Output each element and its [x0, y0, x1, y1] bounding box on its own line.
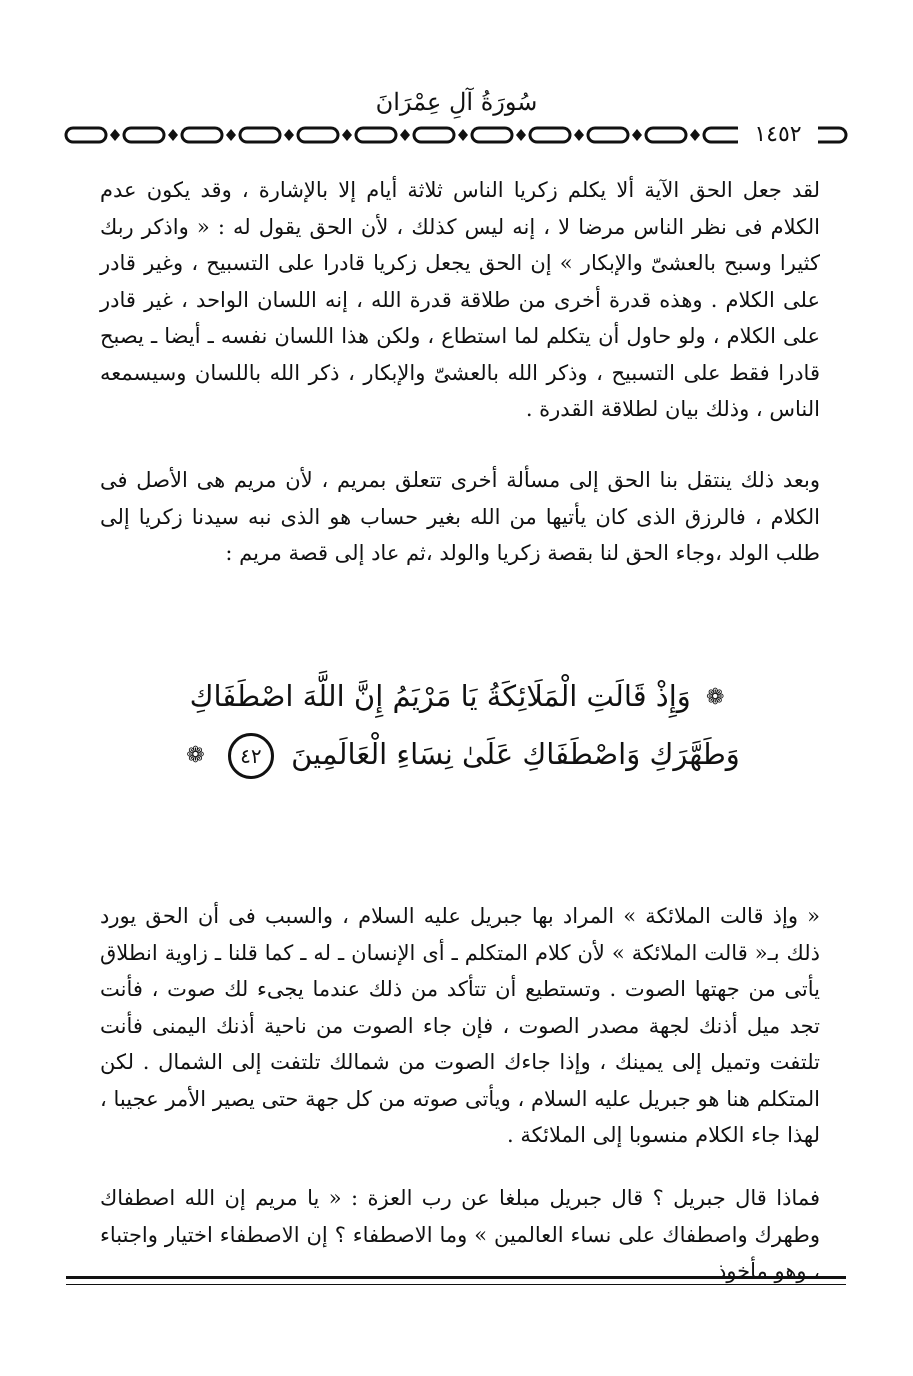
header-ornamental-rule [62, 124, 852, 146]
surah-title: سُورَةُ آلِ عِمْرَانَ [375, 88, 538, 116]
quran-verse-block [150, 668, 770, 784]
verse-line-2 [150, 726, 770, 784]
ayah-number-marker: ٤٢ [228, 733, 274, 779]
body-paragraph-1: لقد جعل الحق الآية ألا يكلم زكريا الناس ثلاثة أيام إلا بالإشارة ، وقد يكون عدم الكلام فى نظر الناس مرضا لا ، إنه ليس كذلك ، لأن الحق يقول له : « واذكر ربك كثيرا وسبح بالعشىّ والإبكار » إن الحق يجعل زكريا قادرا على التسبيح ، وغير قادر على الكلام . وهذه قدرة أخرى من طلاقة قدرة الله ، إنه اللسان الواحد ، غير قادر على الكلام ، ولو حاول أن يتكلم لما استطاع ، ولكن هذا اللسان نفسه ـ أيضا ـ يصبح قادرا فقط على التسبيح ، وذكر الله بالعشىّ والإبكار ، ذكر الله باللسان وسيسمعه الناس ، وذلك بيان لطلاقة القدرة . [100, 178, 820, 421]
page-number: ١٤٥٢ [738, 122, 818, 148]
verse-open-ornament-icon: ❁ [705, 685, 725, 710]
verse-text-1: وَإِذْ قَالَتِ الْمَلَائِكَةُ يَا مَرْيَمُ إِنَّ اللَّهَ اصْطَفَاكِ [189, 679, 691, 713]
verse-text-2: وَطَهَّرَكِ وَاصْطَفَاكِ عَلَىٰ نِسَاءِ الْعَالَمِينَ [291, 737, 740, 771]
body-paragraph-2: وبعد ذلك ينتقل بنا الحق إلى مسألة أخرى تتعلق بمريم ، لأن مريم هى الأصل فى الكلام ، فالرزق الذى كان يأتيها من الله بغير حساب هو الذى نبه سيدنا زكريا إلى طلب الولد ،وجاء الحق لنا بقصة زكريا والولد ،ثم عاد إلى قصة مريم : [100, 468, 820, 565]
footer-rule-thin [66, 1284, 846, 1285]
body-paragraph-3: « وإذ قالت الملائكة » المراد بها جبريل عليه السلام ، والسبب فى أن الحق يورد ذلك بـ« قالت الملائكة » لأن كلام المتكلم ـ أى الإنسان ـ له ـ كما قلنا ـ زاوية انطلاق يأتى من جهتها الصوت . وتستطيع أن تتأكد من ذلك عندما يجىء لك صوت ، فأنت تجد ميل أذنك لجهة مصدر الصوت ، فإن جاء الصوت من ناحية أذنك اليمنى فأنت تلتفت وتميل إلى يمينك ، وإذا جاءك الصوت من شمالك تلتفت إلى الشمال . لكن المتكلم هنا هو جبريل عليه السلام ، ويأتى صوته من كل جهة حتى يصير الأمر عجيبا ، لهذا جاء الكلام منسوبا إلى الملائكة . [100, 904, 820, 1147]
verse-close-ornament-icon: ❁ [186, 743, 205, 768]
verse-line-1 [150, 668, 770, 726]
footer-rule [66, 1276, 846, 1279]
body-paragraph-4: فماذا قال جبريل ؟ قال جبريل مبلغا عن رب العزة : « يا مريم إن الله اصطفاك وطهرك واصطفاك على نساء العالمين » وما الاصطفاء ؟ إن الاصطفاء اختيار واجتباء ، وهو مأخوذ [100, 1186, 820, 1283]
